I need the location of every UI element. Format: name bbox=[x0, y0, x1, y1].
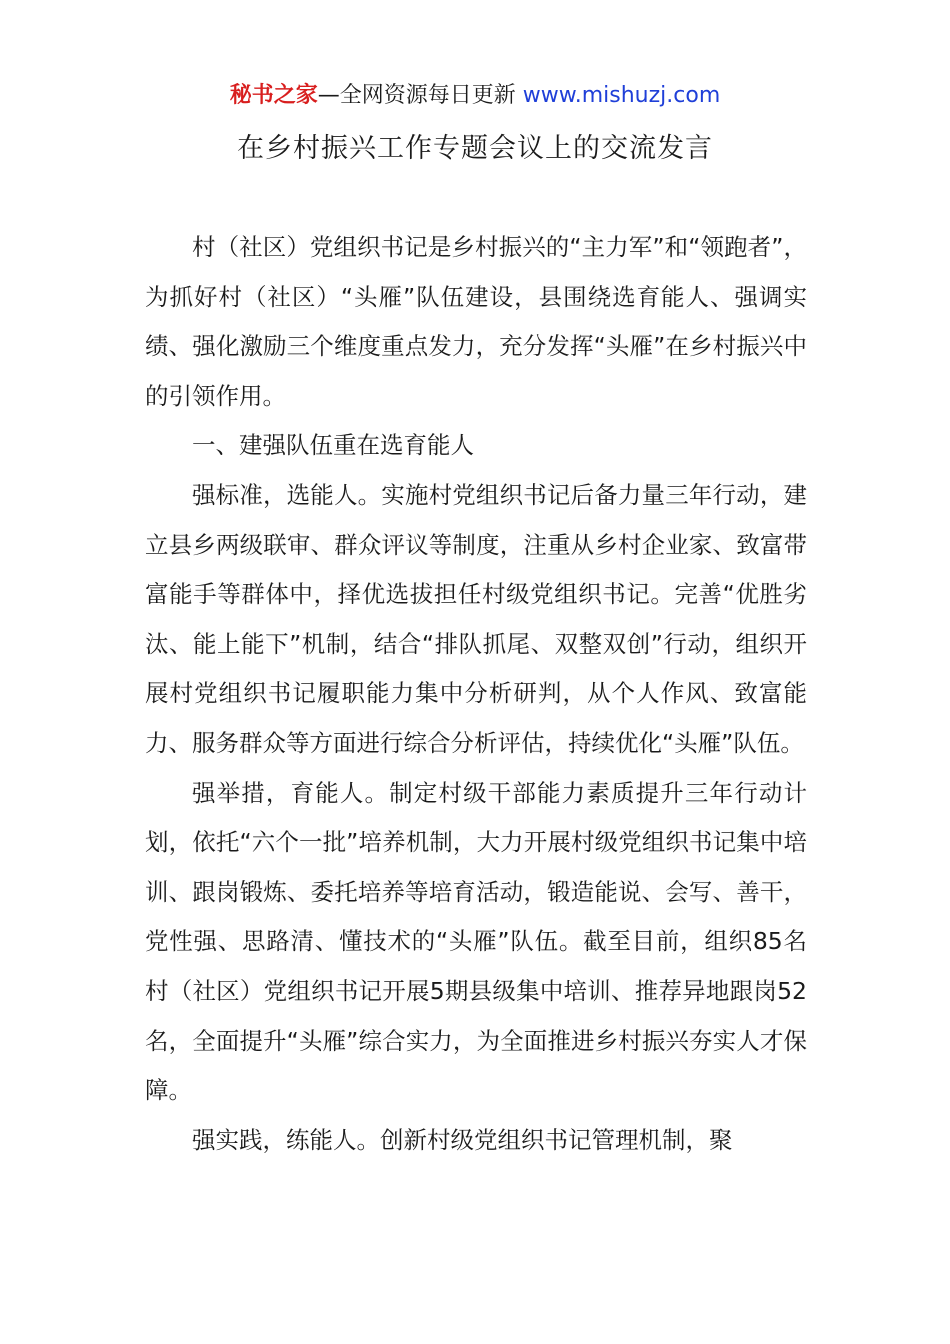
brand-name: 秘书之家 bbox=[229, 83, 318, 108]
paragraph-train-talent: 强实践，练能人。创新村级党组织书记管理机制，聚 bbox=[192, 1125, 733, 1154]
document-title: 在乡村振兴工作专题会议上的交流发言 bbox=[237, 133, 713, 164]
site-url-link[interactable]: www.mishuzj.com bbox=[522, 83, 721, 108]
site-tagline: —全网资源每日更新 bbox=[317, 83, 516, 108]
paragraph-intro: 村（社区）党组织书记是乡村振兴的“主力军”和“领跑者”，为抓好村（社区）“头雁”队伍建设，县围绕选育能人、强调实绩、强化激励三个维度重点发力，充分发挥“头雁”在乡村振兴中的引领作用。 bbox=[145, 233, 807, 410]
paragraph-select-talent: 强标准，选能人。实施村党组织书记后备力量三年行动，建立县乡两级联审、群众评议等制度，注重从乡村企业家、致富带富能手等群体中，择优选拔担任村级党组织书记。完善“优胜劣汰、能上能下”机制，结合“排队抓尾、双整双创”行动，组织开展村党组织书记履职能力集中分析研判，从个人作风、致富能力、服务群众等方面进行综合分析评估，持续优化“头雁”队伍。 bbox=[145, 480, 807, 757]
section-heading-1: 一、建强队伍重在选育能人 bbox=[192, 431, 474, 460]
document-body bbox=[145, 223, 807, 1165]
site-banner bbox=[0, 80, 950, 112]
paragraph-cultivate-talent: 强举措，育能人。制定村级干部能力素质提升三年行动计划，依托“六个一批”培养机制，大力开展村级党组织书记集中培训、跟岗锻炼、委托培养等培育活动，锻造能说、会写、善干，党性强、思路清、懂技术的“头雁”队伍。截至目前，组织85名村（社区）党组织书记开展5期县级集中培训、推荐异地跟岗52名，全面提升“头雁”综合实力，为全面推进乡村振兴夯实人才保障。 bbox=[145, 778, 807, 1105]
